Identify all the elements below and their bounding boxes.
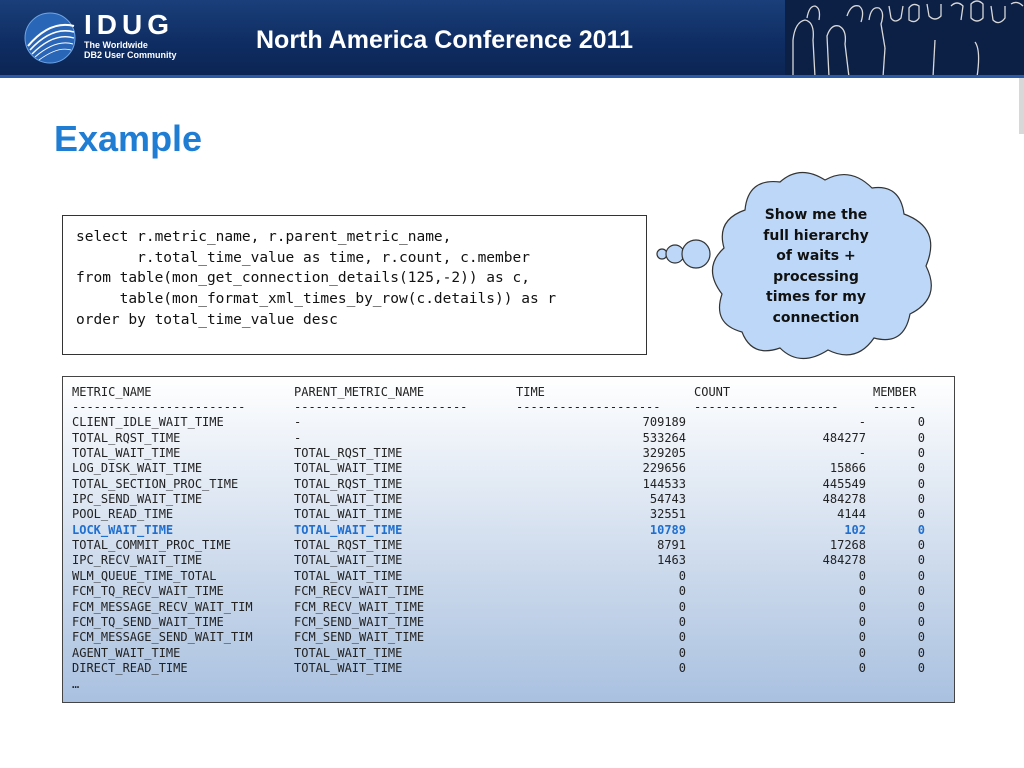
table-row — [72, 584, 952, 599]
cell-metric-name: LOG_DISK_WAIT_TIME — [72, 461, 203, 475]
cell-time: 533264 — [642, 431, 686, 445]
ellipsis: … — [72, 677, 80, 691]
cell-member: 0 — [917, 538, 925, 552]
cell-parent-metric-name: FCM_RECV_WAIT_TIME — [294, 600, 425, 614]
column-header-member: MEMBER — [873, 385, 917, 399]
cell-parent-metric-name: TOTAL_WAIT_TIME — [294, 553, 403, 567]
cell-metric-name: IPC_RECV_WAIT_TIME — [72, 553, 203, 567]
cell-count: 484278 — [822, 492, 866, 506]
callout-text — [750, 205, 882, 328]
cell-time: 10789 — [649, 523, 686, 537]
cell-time: 0 — [678, 615, 686, 629]
cell-count: 0 — [858, 569, 866, 583]
cell-member: 0 — [917, 646, 925, 660]
idug-globe-logo-icon — [24, 12, 76, 64]
cell-count: 445549 — [822, 477, 866, 491]
cell-metric-name: POOL_READ_TIME — [72, 507, 174, 521]
table-row-highlighted — [72, 523, 952, 538]
cell-count: 484278 — [822, 553, 866, 567]
table-row — [72, 431, 952, 446]
cell-metric-name: FCM_MESSAGE_SEND_WAIT_TIM — [72, 630, 253, 644]
cell-count: 0 — [858, 630, 866, 644]
cell-parent-metric-name: TOTAL_RQST_TIME — [294, 477, 403, 491]
logo-name: IDUG — [84, 9, 174, 40]
cell-parent-metric-name: TOTAL_WAIT_TIME — [294, 569, 403, 583]
logo-subtitle-line2: DB2 User Community — [84, 50, 177, 60]
logo-subtitle-line1: The Worldwide — [84, 40, 148, 50]
banner-divider — [0, 75, 1024, 78]
cell-time: 32551 — [649, 507, 686, 521]
idug-logo-text — [84, 10, 177, 60]
table-row — [72, 477, 952, 492]
cell-time: 0 — [678, 569, 686, 583]
cell-metric-name: FCM_TQ_SEND_WAIT_TIME — [72, 615, 224, 629]
query-results-table — [62, 376, 955, 703]
cell-time: 229656 — [642, 461, 686, 475]
cell-parent-metric-name: TOTAL_WAIT_TIME — [294, 646, 403, 660]
cell-parent-metric-name: TOTAL_WAIT_TIME — [294, 661, 403, 675]
underline-time: -------------------- — [516, 400, 661, 414]
cell-parent-metric-name: - — [294, 415, 302, 429]
slide-edge-strip — [1019, 78, 1024, 134]
table-row — [72, 553, 952, 568]
callout-line: connection — [772, 309, 860, 326]
cell-time: 709189 — [642, 415, 686, 429]
cell-metric-name: IPC_SEND_WAIT_TIME — [72, 492, 203, 506]
cell-count: 0 — [858, 615, 866, 629]
results-ellipsis-row — [72, 677, 952, 692]
cell-member: 0 — [917, 661, 925, 675]
cell-count: 0 — [858, 600, 866, 614]
slide-title: Example — [54, 118, 203, 159]
cell-time: 0 — [678, 584, 686, 598]
cell-metric-name: AGENT_WAIT_TIME — [72, 646, 181, 660]
cell-time: 329205 — [642, 446, 686, 460]
table-row — [72, 461, 952, 476]
cell-parent-metric-name: - — [294, 431, 302, 445]
table-row — [72, 630, 952, 645]
sql-line: r.total_time_value as time, r.count, c.member — [76, 250, 530, 266]
table-row — [72, 415, 952, 430]
cell-time: 0 — [678, 600, 686, 614]
cell-member: 0 — [917, 615, 925, 629]
table-row — [72, 538, 952, 553]
cell-member: 0 — [917, 492, 925, 506]
table-row — [72, 600, 952, 615]
column-header-metric-name: METRIC_NAME — [72, 385, 152, 399]
column-header-parent-metric-name: PARENT_METRIC_NAME — [294, 385, 425, 399]
sql-line: order by total_time_value desc — [76, 312, 338, 328]
sql-line: select r.metric_name, r.parent_metric_name, — [76, 229, 452, 245]
table-row — [72, 646, 952, 661]
callout-line: of waits + — [776, 248, 856, 264]
cell-time: 8791 — [657, 538, 686, 552]
cell-count: 0 — [858, 661, 866, 675]
sql-line: table(mon_format_xml_times_by_row(c.details)) as r — [76, 291, 557, 307]
cell-member: 0 — [917, 446, 925, 460]
cell-member: 0 — [917, 630, 925, 644]
callout-line: Show me the — [764, 207, 868, 223]
table-row — [72, 446, 952, 461]
cell-metric-name: LOCK_WAIT_TIME — [72, 523, 174, 537]
cell-parent-metric-name: TOTAL_WAIT_TIME — [294, 507, 403, 521]
underline-metric-name: ------------------------ — [72, 400, 246, 414]
cell-time: 54743 — [649, 492, 686, 506]
cell-member: 0 — [917, 461, 925, 475]
cell-time: 1463 — [657, 553, 686, 567]
cell-time: 144533 — [642, 477, 686, 491]
cell-count: 0 — [858, 584, 866, 598]
cell-time: 0 — [678, 646, 686, 660]
cell-parent-metric-name: FCM_SEND_WAIT_TIME — [294, 630, 425, 644]
cell-time: 0 — [678, 661, 686, 675]
cell-count: 0 — [858, 646, 866, 660]
cell-metric-name: FCM_MESSAGE_RECV_WAIT_TIM — [72, 600, 253, 614]
cell-count: 4144 — [837, 507, 866, 521]
header-banner — [0, 0, 1024, 77]
cell-metric-name: WLM_QUEUE_TIME_TOTAL — [72, 569, 217, 583]
cell-count: - — [858, 446, 866, 460]
cell-parent-metric-name: TOTAL_WAIT_TIME — [294, 523, 403, 537]
table-row — [72, 507, 952, 522]
cell-member: 0 — [917, 553, 925, 567]
cell-member: 0 — [917, 507, 925, 521]
sql-query-box — [62, 215, 647, 355]
cell-count: 102 — [844, 523, 866, 537]
cell-metric-name: TOTAL_WAIT_TIME — [72, 446, 181, 460]
callout-line: processing — [773, 268, 859, 285]
cell-metric-name: DIRECT_READ_TIME — [72, 661, 188, 675]
results-header-row — [72, 385, 952, 400]
underline-parent-metric-name: ------------------------ — [294, 400, 468, 414]
cell-metric-name: TOTAL_RQST_TIME — [72, 431, 181, 445]
cell-count: 17268 — [829, 538, 866, 552]
cell-member: 0 — [917, 584, 925, 598]
column-header-count: COUNT — [694, 385, 731, 399]
cell-member: 0 — [917, 523, 925, 537]
table-row — [72, 615, 952, 630]
table-row — [72, 492, 952, 507]
cell-parent-metric-name: TOTAL_WAIT_TIME — [294, 461, 403, 475]
cell-member: 0 — [917, 600, 925, 614]
cell-time: 0 — [678, 630, 686, 644]
table-row — [72, 569, 952, 584]
column-header-time: TIME — [516, 385, 545, 399]
cell-parent-metric-name: TOTAL_WAIT_TIME — [294, 492, 403, 506]
cell-metric-name: FCM_TQ_RECV_WAIT_TIME — [72, 584, 224, 598]
cell-count: 15866 — [829, 461, 866, 475]
cell-member: 0 — [917, 431, 925, 445]
cell-parent-metric-name: FCM_SEND_WAIT_TIME — [294, 615, 425, 629]
cell-parent-metric-name: FCM_RECV_WAIT_TIME — [294, 584, 425, 598]
cell-metric-name: TOTAL_SECTION_PROC_TIME — [72, 477, 239, 491]
cell-member: 0 — [917, 569, 925, 583]
sql-line: from table(mon_get_connection_details(125,-2)) as c, — [76, 270, 530, 286]
conference-title: North America Conference 2011 — [256, 26, 634, 54]
results-header-underline — [72, 400, 952, 415]
callout-line: full hierarchy — [763, 227, 869, 244]
underline-count: -------------------- — [694, 400, 839, 414]
underline-member: ------ — [873, 400, 917, 414]
crowd-silhouette-image — [785, 0, 1024, 77]
cell-member: 0 — [917, 415, 925, 429]
cell-parent-metric-name: TOTAL_RQST_TIME — [294, 446, 403, 460]
cell-count: 484277 — [822, 431, 866, 445]
cell-parent-metric-name: TOTAL_RQST_TIME — [294, 538, 403, 552]
callout-line: times for my — [766, 289, 866, 305]
cell-member: 0 — [917, 477, 925, 491]
cell-metric-name: CLIENT_IDLE_WAIT_TIME — [72, 415, 224, 429]
table-row — [72, 661, 952, 676]
cell-count: - — [858, 415, 866, 429]
cell-metric-name: TOTAL_COMMIT_PROC_TIME — [72, 538, 231, 552]
